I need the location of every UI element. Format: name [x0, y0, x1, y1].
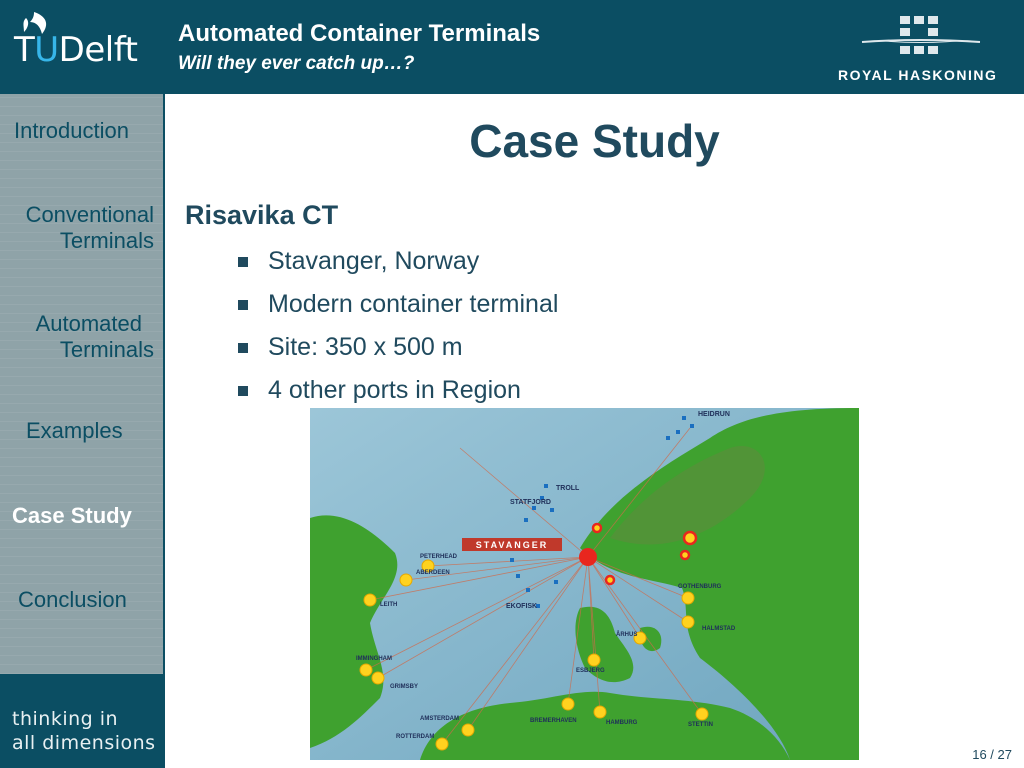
bullet-square-icon: [238, 300, 248, 310]
case-subheading: Risavika CT: [185, 200, 339, 230]
presentation-subtitle: Will they ever catch up…?: [178, 53, 415, 74]
bullet-item: Stavanger, Norway: [236, 244, 558, 287]
bullet-item: 4 other ports in Region: [236, 373, 558, 416]
presentation-title: Automated Container Terminals: [178, 20, 541, 47]
bullet-square-icon: [238, 386, 248, 396]
page-number: 16 / 27: [972, 747, 1012, 762]
port-label-bremerhaven: BREMERHAVEN: [530, 718, 577, 724]
field-label-statfjord: STATFJORD: [510, 499, 551, 506]
nav-item-automated-terminals[interactable]: Automated Terminals: [35, 311, 154, 362]
port-label-gothenburg: GOTHENBURG: [678, 584, 722, 590]
port-label-immingham: IMMINGHAM: [356, 656, 392, 662]
port-label-hamburg: HAMBURG: [606, 720, 638, 726]
tu-delft-logo: TUDelft: [14, 30, 138, 70]
field-label-ekofisk: EKOFISK: [506, 603, 538, 610]
port-label-leith: LEITH: [380, 602, 398, 608]
header-bar: [0, 0, 1024, 94]
north-sea-port-map: [310, 408, 859, 760]
port-label-grimsby: GRIMSBY: [390, 684, 419, 690]
port-label-esbjerg: ESBJERG: [576, 668, 605, 674]
bullet-list: [236, 244, 558, 416]
tagline-line-1: thinking in: [12, 708, 119, 730]
royal-haskoning-wordmark: ROYAL HASKONING: [838, 67, 998, 83]
sidebar-nav: [0, 94, 165, 674]
port-label-stettin: STETTIN: [688, 722, 713, 728]
port-label-rotterdam: ROTTERDAM: [396, 734, 435, 740]
nav-item-conclusion[interactable]: Conclusion: [18, 587, 127, 612]
bullet-square-icon: [238, 343, 248, 353]
slide-title: Case Study: [469, 115, 720, 167]
bullet-item: Modern container terminal: [236, 287, 558, 330]
nav-item-case-study[interactable]: Case Study: [12, 503, 132, 528]
tagline-line-2: all dimensions: [12, 732, 156, 754]
nav-item-conventional-terminals[interactable]: Conventional Terminals: [25, 202, 154, 253]
stavanger-hub-marker: [579, 548, 597, 566]
port-label-peterhead: PETERHEAD: [420, 554, 458, 560]
port-label-halmstad: HALMSTAD: [702, 626, 736, 632]
bullet-item: Site: 350 x 500 m: [236, 330, 558, 373]
field-label-troll: TROLL: [556, 485, 580, 492]
tagline-panel: [0, 674, 165, 768]
nav-item-introduction[interactable]: Introduction: [14, 118, 129, 143]
nav-item-examples[interactable]: Examples: [26, 418, 123, 443]
bullet-square-icon: [238, 257, 248, 267]
field-label-heidrun: HEIDRUN: [698, 411, 730, 418]
port-label-arhus: ÅRHUS: [616, 632, 638, 638]
port-label-amsterdam: AMSTERDAM: [420, 716, 459, 722]
port-label-aberdeen: ABERDEEN: [416, 570, 450, 576]
stavanger-label: STAVANGER: [475, 540, 549, 550]
